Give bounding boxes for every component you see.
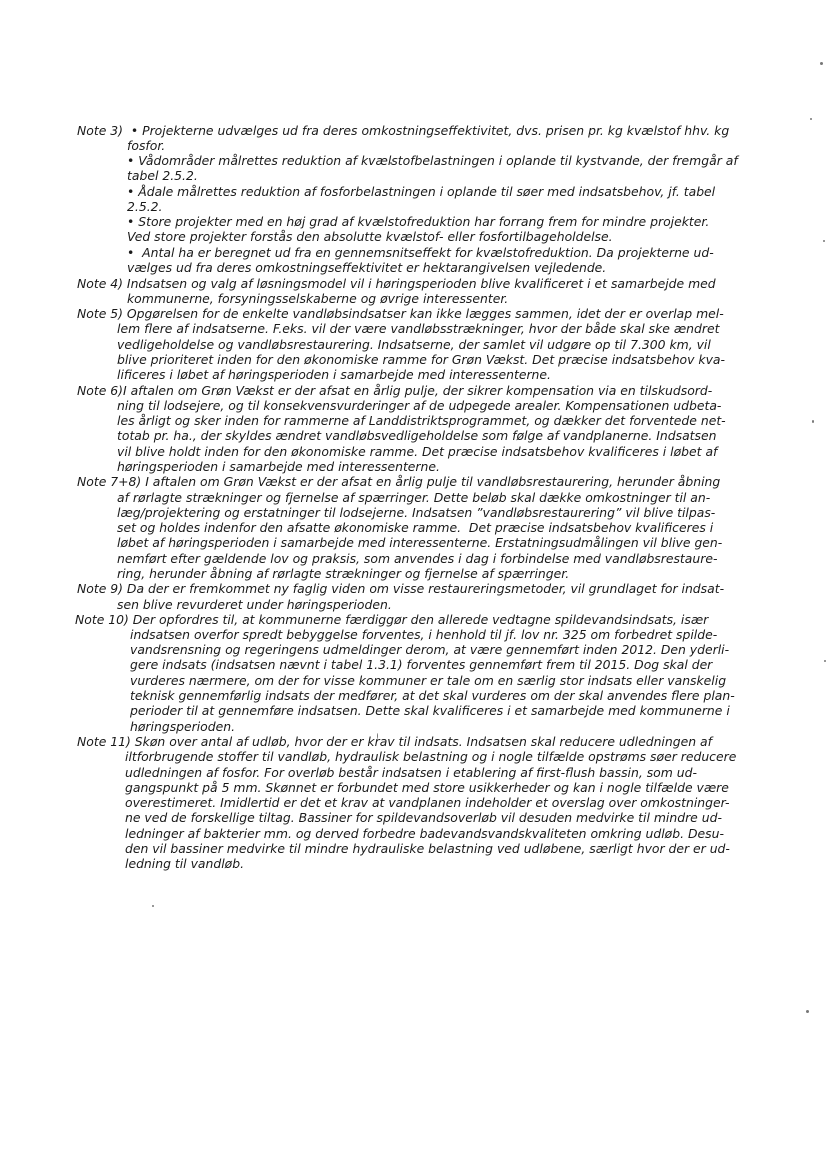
note-text-line: lificeres i løbet af høringsperioden i samarbejde med interessenterne. <box>117 367 551 382</box>
note-text-line: høringsperioden. <box>130 719 236 734</box>
note-text-line: ring, herunder åbning af rørlagte strækninger og fjernelse af spærringer. <box>117 566 570 581</box>
note-text-line: udledningen af fosfor. For overløb består indsatsen i etablering af first-flush bassin, som ud- <box>125 765 697 780</box>
note-text-line: vandsrensning og regeringens udmeldinger derom, at være gennemført inden 2012. Den yderli- <box>130 642 730 657</box>
note-text-line: • Vådområder målrettes reduktion af kvælstofbelastningen i oplande til kystvande, der fremgår af <box>127 153 738 168</box>
note-text-line: totab pr. ha., der skyldes ændret vandløbsvedligeholdelse som følge af vandplanerne. Indsatsen <box>117 428 717 443</box>
note-text-line: vælges ud fra deres omkostningseffektivitet er hektarangivelsen vejledende. <box>127 260 607 275</box>
note-text-line: les årligt og sker inden for rammerne af Landdistriktsprogrammet, og dækker det forventede net- <box>117 413 726 428</box>
note-text-line: læg/projektering og erstatninger til lodsejerne. Indsatsen ”vandløbsrestaurering” vil blive tilpas- <box>117 505 716 520</box>
scan-speck <box>806 1010 809 1013</box>
note-text-line: 2.5.2. <box>127 199 163 214</box>
scan-speck <box>810 118 812 120</box>
note-text-line: af rørlagte strækninger og fjernelse af spærringer. Dette beløb skal dække omkostninger til an- <box>117 490 711 505</box>
note-text-line: iltforbrugende stoffer til vandløb, hydraulisk belastning og i nogle tilfælde opstrøms søer reducere <box>125 749 737 764</box>
note-text-line: kommunerne, forsyningsselskaberne og øvrige interessenter. <box>127 291 509 306</box>
note-text-line: teknisk gennemførlig indsats der medfører, at det skal vurderes om der skal anvendes flere plan- <box>130 688 735 703</box>
note-heading-line: Note 6)I aftalen om Grøn Vækst er der afsat en årlig pulje, der sikrer kompensation via en tilskudsord- <box>77 383 713 398</box>
scan-speck <box>152 905 154 907</box>
note-text-line: sen blive revurderet under høringsperioden. <box>117 597 392 612</box>
note-text-line: nemført efter gældende lov og praksis, som anvendes i dag i forbindelse med vandløbsrestaure- <box>117 551 718 566</box>
note-text-line: ledning til vandløb. <box>125 856 245 871</box>
note-text-line: vurderes nærmere, om der for visse kommuner er tale om en særlig stor indsats eller vanskelig <box>130 673 727 688</box>
note-text-line: den vil bassiner medvirke til mindre hydrauliske belastning ved udløbene, særligt hvor der er ud- <box>125 841 730 856</box>
note-text-line: • Store projekter med en høj grad af kvælstofreduktion har forrang frem for mindre projekter. <box>127 214 710 229</box>
note-heading-line: Note 7+8) I aftalen om Grøn Vækst er der afsat en årlig pulje til vandløbsrestaurering, herunder åbning <box>77 474 721 489</box>
note-heading-line: Note 4) Indsatsen og valg af løsningsmodel vil i høringsperioden blive kvalificeret i et samarbejde med <box>77 276 716 291</box>
note-text-line: ledninger af bakterier mm. og derved forbedre badevandsvandskvaliteten omkring udløb. Desu- <box>125 826 724 841</box>
note-text-line: ne ved de forskellige tiltag. Bassiner for spildevandsoverløb vil desuden medvirke til mindre ud- <box>125 810 722 825</box>
note-text-line: • Ådale målrettes reduktion af fosforbelastningen i oplande til søer med indsatsbehov, jf. tabel <box>127 184 716 199</box>
note-text-line: tabel 2.5.2. <box>127 168 198 183</box>
note-text-line: set og holdes indenfor den afsatte økonomiske ramme. Det præcise indsatsbehov kvalificeres i <box>117 520 714 535</box>
note-text-line: perioder til at gennemføre indsatsen. Dette skal kvalificeres i et samarbejde med kommunerne i <box>130 703 730 718</box>
scan-speck <box>824 660 826 662</box>
note-text-line: indsatsen overfor spredt bebyggelse forventes, i henhold til jf. lov nr. 325 om forbedret spilde- <box>130 627 718 642</box>
note-text-line: overestimeret. Imidlertid er det et krav at vandplanen indeholder et overslag over omkostninger- <box>125 795 730 810</box>
note-heading-line: Note 5) Opgørelsen for de enkelte vandløbsindsatser kan ikke lægges sammen, idet der er overlap mel- <box>77 306 724 321</box>
note-text-line: høringsperioden i samarbejde med interessenterne. <box>117 459 440 474</box>
note-text-line: Ved store projekter forstås den absolutte kvælstof- eller fosfortilbageholdelse. <box>127 229 613 244</box>
note-text-line: løbet af høringsperioden i samarbejde med interessenterne. Erstatningsudmålingen vil blive gen- <box>117 535 723 550</box>
note-text-line: gangspunkt på 5 mm. Skønnet er forbundet med store usikkerheder og kan i nogle tilfælde være <box>125 780 729 795</box>
note-text-line: vedligeholdelse og vandløbsrestaurering. Indsatserne, der samlet vil udgøre op til 7.300 km, vil <box>117 337 711 352</box>
note-heading-line: Note 3) • Projekterne udvælges ud fra deres omkostningseffektivitet, dvs. prisen pr. kg kvælstof hhv. kg <box>77 123 730 138</box>
note-text-line: vil blive holdt inden for den økonomiske ramme. Det præcise indsatsbehov kvalificeres i løbet af <box>117 444 718 459</box>
note-heading-line: Note 9) Da der er fremkommet ny faglig viden om visse restaureringsmetoder, vil grundlaget for indsat- <box>77 581 725 596</box>
note-heading-line: Note 11) Skøn over antal af udløb, hvor der er krav til indsats. Indsatsen skal reducere udledningen af <box>77 734 712 749</box>
note-text-line: • Antal ha er beregnet ud fra en gennemsnitseffekt for kvælstofreduktion. Da projekterne ud- <box>127 245 714 260</box>
note-heading-line: Note 10) Der opfordres til, at kommunerne færdiggør den allerede vedtagne spildevandsindsats, især <box>75 612 709 627</box>
scan-speck <box>812 420 814 423</box>
note-text-line: blive prioriteret inden for den økonomiske ramme for Grøn Vækst. Det præcise indsatsbehov kva- <box>117 352 725 367</box>
note-text-line: gere indsats (indsatsen nævnt i tabel 1.3.1) forventes gennemført frem til 2015. Dog skal der <box>130 657 713 672</box>
note-text-line: ning til lodsejere, og til konsekvensvurderinger af de udpegede arealer. Kompensationen udbeta- <box>117 398 722 413</box>
note-text-line: fosfor. <box>127 138 166 153</box>
note-text-line: lem flere af indsatserne. F.eks. vil der være vandløbsstrækninger, hvor der både skal ske ændret <box>117 321 720 336</box>
scan-speck <box>823 240 825 242</box>
scan-speck <box>820 62 823 65</box>
